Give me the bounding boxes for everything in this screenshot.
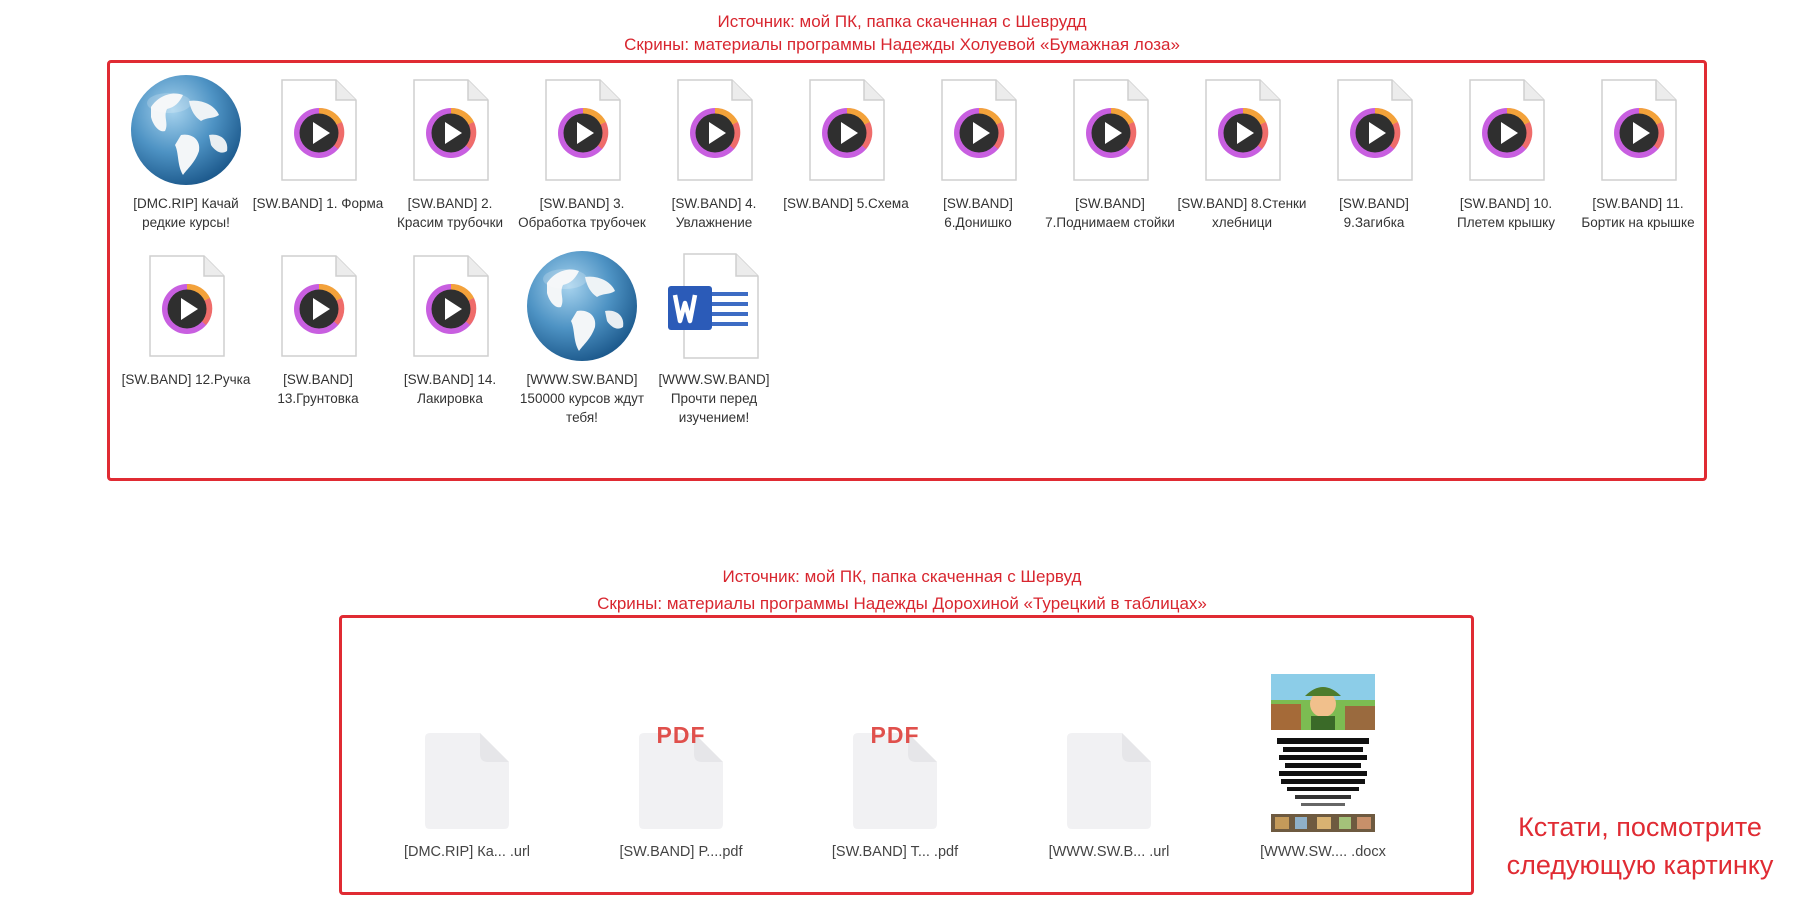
pdf-file-icon <box>574 642 788 832</box>
file-item[interactable] <box>648 246 780 427</box>
file-item[interactable] <box>1308 70 1440 232</box>
file-label: [WWW.SW.... .docx <box>1260 844 1386 860</box>
video-file-icon <box>384 246 516 366</box>
file-item[interactable] <box>516 246 648 427</box>
file-item[interactable] <box>120 70 252 232</box>
video-file-icon <box>1176 70 1308 190</box>
file-label: [SW.BAND] 4. Увлажнение <box>671 196 757 230</box>
blank-file-icon <box>360 642 574 832</box>
file-label: [SW.BAND] 7.Поднимаем стойки <box>1045 196 1175 230</box>
word-document-icon <box>648 246 780 366</box>
pdf-file-icon <box>788 642 1002 832</box>
section1-screens-caption: Скрины: материалы программы Надежды Холуевой «Бумажная лоза» <box>624 35 1180 54</box>
file-label: [SW.BAND] 5.Схема <box>783 196 909 211</box>
file-item[interactable] <box>252 70 384 213</box>
file-label: [SW.BAND] 12.Ручка <box>121 372 251 387</box>
file-label: [SW.BAND] 9.Загибка <box>1339 196 1409 230</box>
section1-source-caption: Источник: мой ПК, папка скаченная с Шеврудд <box>717 12 1087 31</box>
file-label: [SW.BAND] 8.Стенки хлебници <box>1177 196 1307 230</box>
file-item[interactable] <box>574 642 788 860</box>
video-file-icon <box>120 246 252 366</box>
file-item[interactable] <box>1176 70 1308 232</box>
file-item[interactable] <box>1440 70 1572 232</box>
globe-url-icon <box>516 246 648 366</box>
file-item[interactable] <box>1216 642 1430 860</box>
pdf-badge: PDF <box>870 722 920 748</box>
file-label: [SW.BAND] P....pdf <box>619 844 743 860</box>
side-note-line1: Кстати, посмотрите <box>1518 812 1762 842</box>
side-note <box>1480 808 1800 884</box>
video-file-icon <box>1440 70 1572 190</box>
file-item[interactable] <box>648 70 780 232</box>
video-file-icon <box>516 70 648 190</box>
pdf-badge: PDF <box>656 722 706 748</box>
file-label: [SW.BAND] 11. Бортик на крышке <box>1581 196 1695 230</box>
video-file-icon <box>252 70 384 190</box>
file-label: [SW.BAND] T... .pdf <box>831 844 959 860</box>
file-item[interactable] <box>252 246 384 408</box>
file-item[interactable] <box>912 70 1044 232</box>
file-item[interactable] <box>120 246 252 389</box>
file-item[interactable] <box>384 70 516 232</box>
file-item[interactable] <box>516 70 648 232</box>
file-label: [SW.BAND] 6.Донишко <box>943 196 1013 230</box>
side-note-line2: следующую картинку <box>1506 850 1774 880</box>
video-file-icon <box>648 70 780 190</box>
file-label: [WWW.SW.BAND] 150000 курсов ждут тебя! <box>519 372 645 425</box>
file-item[interactable] <box>1044 70 1176 232</box>
blank-file-icon <box>1002 642 1216 832</box>
video-file-icon <box>912 70 1044 190</box>
file-label: [WWW.SW.BAND] Прочти перед изучением! <box>658 372 770 425</box>
file-item[interactable] <box>360 642 574 860</box>
file-item[interactable] <box>1002 642 1216 860</box>
video-file-icon <box>1572 70 1704 190</box>
file-item[interactable] <box>1572 70 1704 232</box>
globe-url-icon <box>120 70 252 190</box>
section2-screens-caption: Скрины: материалы программы Надежды Дорохиной «Турецкий в таблицах» <box>597 594 1207 613</box>
video-file-icon <box>252 246 384 366</box>
file-label: [WWW.SW.B... .url <box>1048 844 1170 860</box>
file-label: [SW.BAND] 1. Форма <box>252 196 384 211</box>
file-label: [SW.BAND] 10. Плетем крышку <box>1457 196 1555 230</box>
file-label: [SW.BAND] 2. Красим трубочки <box>396 196 504 230</box>
video-file-icon <box>384 70 516 190</box>
file-label: [DMC.RIP] Ка... .url <box>403 844 531 860</box>
file-label: [SW.BAND] 3. Обработка трубочек <box>518 196 646 230</box>
video-file-icon <box>780 70 912 190</box>
section2-source-caption: Источник: мой ПК, папка скаченная с Шервуд <box>722 567 1082 586</box>
file-label: [SW.BAND] 14. Лакировка <box>403 372 497 406</box>
video-file-icon <box>1308 70 1440 190</box>
file-item[interactable] <box>788 642 1002 860</box>
file-label: [DMC.RIP] Качай редкие курсы! <box>133 196 239 230</box>
document-thumbnail <box>1216 642 1430 832</box>
video-file-icon <box>1044 70 1176 190</box>
file-item[interactable] <box>780 70 912 213</box>
file-label: [SW.BAND] 13.Грунтовка <box>277 372 359 406</box>
file-item[interactable] <box>384 246 516 408</box>
